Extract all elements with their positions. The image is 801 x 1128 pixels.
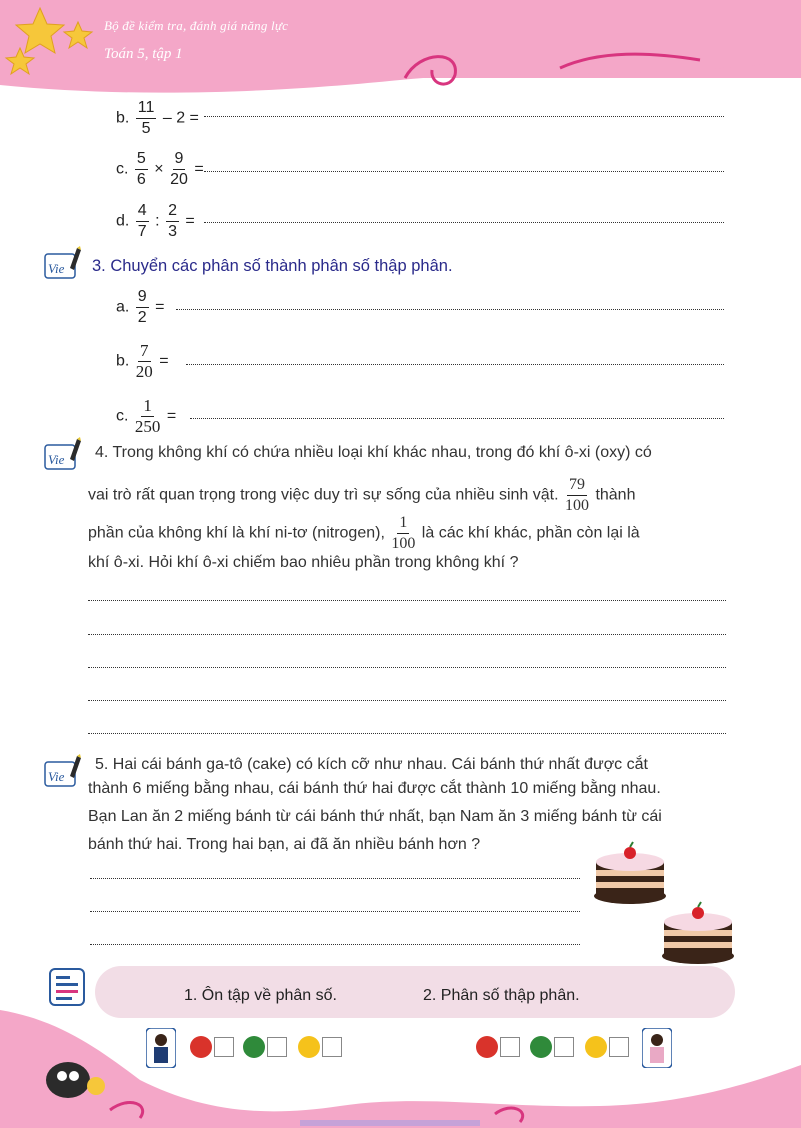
answer-line[interactable] [90,878,580,879]
numerator: 7 [140,341,149,360]
fraction [565,475,589,516]
stars-decoration [0,0,110,80]
numerator: 1 [143,396,152,415]
fraction [136,341,153,382]
numerator: 9 [173,149,186,170]
fraction [135,396,161,437]
operator: : [155,212,160,230]
item-label: c. [116,160,129,178]
angry-face-icon [476,1036,498,1058]
notes-icon [48,967,86,1007]
cake-illustration [590,840,670,906]
denominator: 20 [135,362,153,381]
q2-item-b [116,98,199,139]
cake-illustration [658,900,738,966]
fraction [136,201,149,242]
book-subtitle: Toán 5, tập 1 [104,46,183,62]
answer-line[interactable] [186,364,724,365]
q3-item-a [116,287,165,328]
summary-item-1: 1. Ôn tập về phân số. [184,987,337,1004]
denominator: 100 [564,497,589,514]
answer-line[interactable] [90,944,580,945]
answer-line[interactable] [88,667,726,668]
vie-badge-text: Vie [48,452,65,467]
item-label: a. [116,298,130,316]
answer-line[interactable] [88,700,726,701]
q4-text: vai trò rất quan trọng trong việc duy trì sự sống của nhiều sinh vật. [88,486,559,504]
answer-line[interactable] [204,222,724,223]
denominator: 20 [170,171,188,188]
mascot-illustration [40,1046,110,1106]
answer-line[interactable] [204,171,724,172]
q5-line-4: bánh thứ hai. Trong hai bạn, ai đã ăn nhiều bánh hơn ? [88,836,481,853]
item-label: b. [116,109,130,127]
rating-checkbox[interactable] [609,1037,629,1057]
denominator: 250 [134,417,161,436]
denominator: 3 [168,223,177,240]
neutral-face-icon [243,1036,265,1058]
boy-avatar-icon [146,1028,176,1068]
equals: = [159,352,169,370]
equals: = [155,298,165,316]
numerator: 79 [567,475,587,496]
happy-face-icon [585,1036,607,1058]
q4-line-2 [88,475,635,516]
denominator: 2 [137,309,147,326]
denominator: 7 [137,223,147,240]
q4-text: phần của không khí là khí ni-tơ (nitrogen), [88,524,385,542]
answer-line[interactable] [88,634,726,635]
girl-avatar-icon [642,1028,672,1068]
answer-line[interactable] [88,733,726,734]
rating-checkbox[interactable] [554,1037,574,1057]
fraction [136,98,157,139]
q4-text: thành [595,486,636,504]
numerator: 11 [136,98,157,119]
book-series-title: Bộ đề kiểm tra, đánh giá năng lực [104,18,289,33]
fraction [136,287,149,328]
rating-checkbox[interactable] [267,1037,287,1057]
neutral-face-icon [530,1036,552,1058]
answer-line[interactable] [88,600,726,601]
angry-face-icon [190,1036,212,1058]
q3-title: 3. Chuyển các phân số thành phân số thập phân. [92,257,453,275]
q5-line-3: Bạn Lan ăn 2 miếng bánh từ cái bánh thứ nhất, bạn Nam ăn 3 miếng bánh từ cái [88,808,662,825]
numerator: 4 [136,201,149,222]
answer-line[interactable] [90,911,580,912]
q4-text: là các khí khác, phần còn lại là [421,524,640,542]
q5-line-2: thành 6 miếng bằng nhau, cái bánh thứ hai được cắt thành 10 miếng bằng nhau. [88,780,661,797]
denominator: 6 [136,171,146,188]
item-label: c. [116,407,129,425]
q3-item-b [116,341,169,382]
rating-checkbox[interactable] [214,1037,234,1057]
q2-item-c [116,149,204,190]
numerator: 1 [397,513,409,534]
q5-line-1: 5. Hai cái bánh ga-tô (cake) có kích cỡ như nhau. Cái bánh thứ nhất được cắt [95,756,648,773]
vie-pencil-icon [44,754,82,788]
operator: × [154,160,164,178]
item-label: d. [116,212,130,230]
answer-line[interactable] [204,116,724,117]
q4-line-1: 4. Trong không khí có chứa nhiều loại khí khác nhau, trong đó khí ô-xi (oxy) có [95,444,652,461]
answer-line[interactable] [190,418,724,419]
rating-checkbox[interactable] [500,1037,520,1057]
numerator: 2 [166,201,179,222]
summary-item-2: 2. Phân số thập phân. [423,987,580,1004]
denominator: 100 [391,535,416,552]
answer-line[interactable] [176,309,724,310]
item-label: b. [116,352,130,370]
happy-face-icon [298,1036,320,1058]
denominator: 5 [141,120,151,137]
equals: = [185,212,195,230]
fraction [170,149,188,190]
equals: = [194,160,204,178]
q3-item-c [116,396,176,437]
q4-line-4: khí ô-xi. Hỏi khí ô-xi chiếm bao nhiêu phần trong không khí ? [88,554,519,571]
fraction [166,201,179,242]
vie-badge-text: Vie [48,261,65,276]
expression-rest: – 2 = [162,109,199,127]
rating-checkbox[interactable] [322,1037,342,1057]
numerator: 5 [135,149,148,170]
fraction [135,149,148,190]
vie-badge-text: Vie [48,769,65,784]
vie-pencil-icon [44,437,82,471]
footer-wave [0,1010,801,1128]
vie-pencil-icon [44,246,82,280]
q2-item-d [116,201,195,242]
equals: = [166,407,177,425]
numerator: 9 [136,287,149,308]
